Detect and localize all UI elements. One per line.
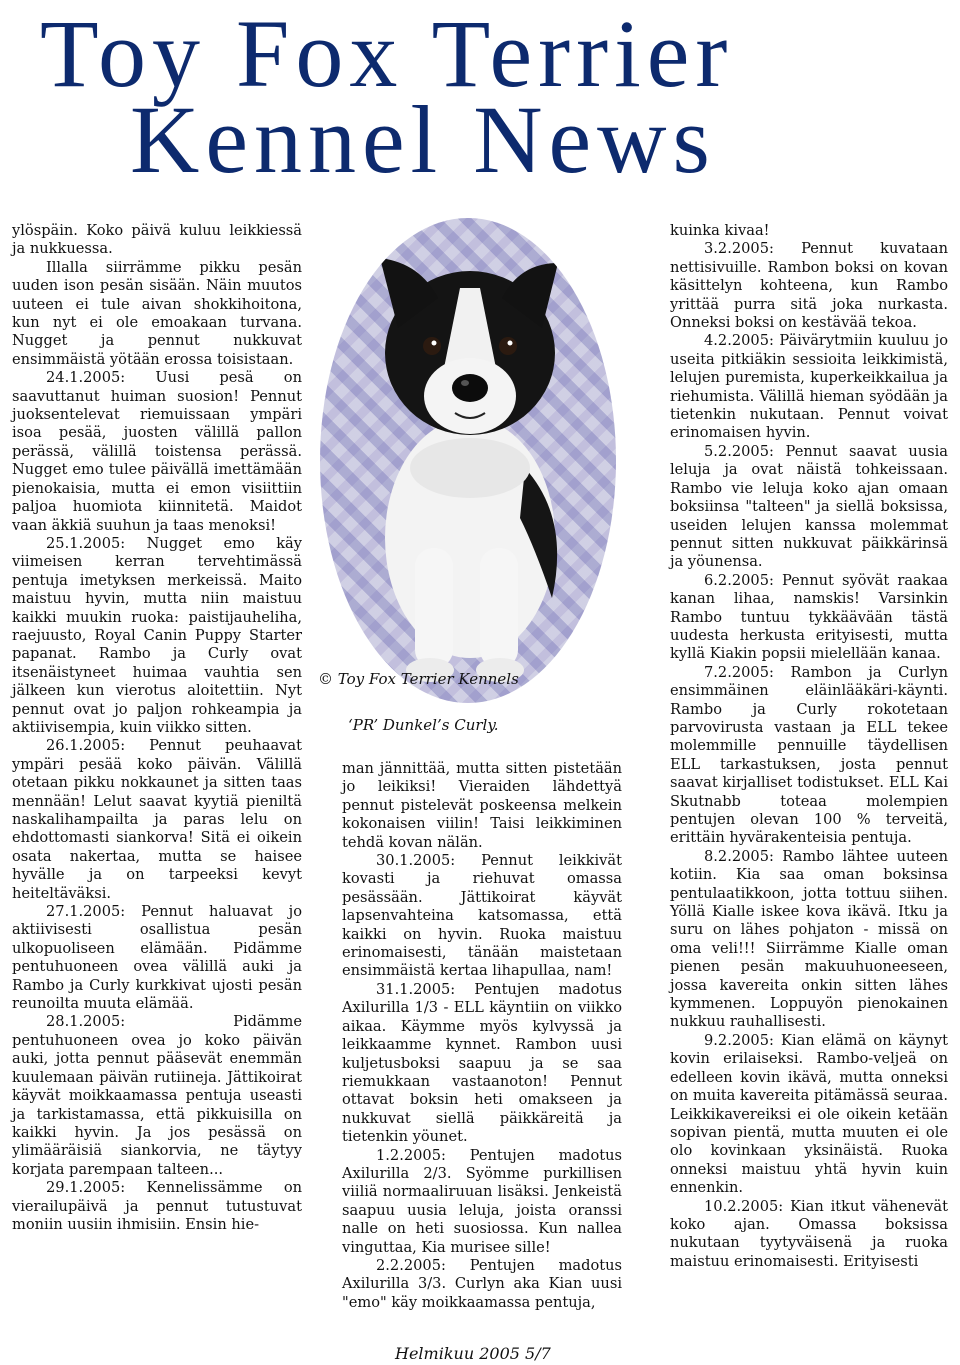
paragraph: 4.2.2005: Päivärytmiin kuuluu jo useita pitkiäkin sessioita leikkimistä, lelujen puremista, kuperkeikkailua ja riehumista. Välillä hieman syödään ja tietenkin nukutaan. Pennut voivat erinomaisen hyvin. (670, 332, 948, 442)
paragraph: 7.2.2005: Rambon ja Curlyn ensimmäinen eläinlääkäri-käynti. Rambo ja Curly rokotetaan parvovirusta vastaan ja ELL tekee molemmille pennuille täydellisen ELL tarkastuksen, josta pennut saavat kirjalliset todistukset. ELL Kai Skutnabb toteaa molempien pentujen olevan 100 % terveitä, erittäin hyvärakenteisia pentuja. (670, 663, 948, 847)
paragraph: 29.1.2005: Kennelissämme on vierailupäivä ja pennut tutustuvat moniin uusiin ihmisiin. Ensin hie- (12, 1179, 302, 1233)
paragraph: 5.2.2005: Pennut saavat uusia leluja ja ovat näistä tohkeissaan. Rambo vie leluja koko ajan omaan boksiinsa "talteen" ja siellä boksissa, useiden lelujen kanssa molemmat pennut sitten nukkuvat päikkärinsä ja yöunensa. (670, 442, 948, 571)
article-column-3 (670, 222, 948, 1271)
paragraph: 2.2.2005: Pentujen madotus Axilurilla 3/3. Curlyn aka Kian uusi "emo" käy moikkaamassa pentuja, (342, 1256, 622, 1311)
puppy-photo (300, 218, 640, 708)
paragraph: man jännittää, mutta sitten pistetään jo leikiksi! Vieraiden lähdettyä pennut pistelevät poskeensa melkein kokonaisen viilin! Taisi leikkiminen tehdä kovan nälän. (342, 760, 622, 851)
paragraph: 27.1.2005: Pennut haluavat jo aktiivisesti osallistua pesän ulkopuoliseen elämään. Pidämme pentuhuoneen ovea välillä auki ja Rambo ja Curly kurkkivat ujosti pesän reunoilta muuta elämää. (12, 903, 302, 1013)
masthead-title-line2: Kennel News (130, 86, 716, 193)
page-footer: Helmikuu 2005 5/7 (395, 1344, 551, 1363)
paragraph: 1.2.2005: Pentujen madotus Axilurilla 2/3. Syömme purkillisen viiliä normaaliruuan lisäksi. Jenkeistä saapuu uusia leluja, joista oranssi nalle on heti suosiossa. Kun nallea vinguttaa, Kia murisee sille! (342, 1146, 622, 1256)
paragraph: 10.2.2005: Kian itkut vähenevät koko ajan. Omassa boksissa nukutaan tyytyväisenä ja ruoka maistuu erinomaisesti. Erityisesti (670, 1197, 948, 1270)
paragraph: 30.1.2005: Pennut leikkivät kovasti ja riehuvat omassa pesässään. Jättikoirat käyvät lapsenvahteina katsomassa, että kaikki on hyvin. Ruoka maistuu erinomaisesti, tänään maistetaan ensimmäistä kertaa lihapullaa, nam! (342, 852, 622, 980)
paragraph: Illalla siirrämme pikku pesän uuden ison pesän sisään. Näin muutos uuteen ei tule aivan shokkihoitona, kun nyt ei ole emoakaan turvana. Nugget ja pennut nukkuvat ensimmäistä yötään erossa toisistaan. (12, 258, 302, 368)
paragraph: 26.1.2005: Pennut peuhaavat ympäri pesää koko päivän. Välillä otetaan pikku nokkaunet ja sitten taas mennään! Lelut saavat kyytiä pieniltä naskalihampailta ja paras lelu on ehdottomasti siankorva! Sitä ei oikein osata nakertaa, mutta se haisee hyvälle ja on tarpeeksi kevyt heiteltäväksi. (12, 737, 302, 902)
paragraph: kuinka kivaa! (670, 222, 770, 239)
paragraph: 28.1.2005: Pidämme pentuhuoneen ovea jo koko päivän auki, jotta pennut pääsevät enemmän kuulemaan päivän rutiineja. Jättikoirat käyvät moikkaamassa pentuja useasti ja tarkistamassa, että pikkuisilla on kaikki hyvin. Ja jos pesässä on ylimääräisiä siankorvia, ne täytyy korjata parempaan talteen... (12, 1013, 302, 1178)
article-column-1 (12, 222, 302, 1234)
paragraph: 6.2.2005: Pennut syövät raakaa kanan lihaa, namskis! Varsinkin Rambo tuntuu tykkäävään tästä uudesta herkusta erityisesti, mutta kyllä Kiakin popsii mielellään kanaa. (670, 571, 948, 663)
paragraph: 24.1.2005: Uusi pesä on saavuttanut huiman suosion! Pennut juoksentelevat riemuissaan ympäri isoa pesää, juosten välillä pallon perässä, välillä toistensa perässä. Nugget emo tulee päivällä imettämään pienokaisia, mutta ei emon visiittiin paljoa huomiota kiinnitetä. Maidot vaan äkkiä suuhun ja taas menoksi! (12, 369, 302, 534)
paragraph: 8.2.2005: Rambo lähtee uuteen kotiin. Kia saa oman boksinsa pentulaatikkoon, jotta tottuu siihen. Yöllä Kialle iskee kova ikävä. Itku ja suru on lähes pohjaton - missä on oma veli!!! Siirrämme Kialle oman pienen pesän makuuhuoneeseen, jossa kavereita onkin sitten lähes kymmenen. Loppuyön pienokainen nukkuu rauhallisesti. (670, 847, 948, 1031)
photo-watermark (318, 670, 558, 688)
paragraph: 31.1.2005: Pentujen madotus Axilurilla 1/3 - ELL käyntiin on viikko aikaa. Käymme myös kylvyssä ja leikkaamme kynnet. Rambon uusi kuljetusboksi saapuu ja se saa riemukkaan vastaanoton! Pennut ottavat boksin heti omakseen ja nukkuvat siellä päikkäreitä ja tietenkin yöunet. (342, 980, 622, 1146)
paragraph: 25.1.2005: Nugget emo käy viimeisen kerran tervehtimässä pentuja imetyksen merkeissä. Maito maistuu hyvin, mutta niin maistuu kaikki muukin ruoka: paistijauheliha, raejuusto, Royal Canin Puppy Starter papanat. Rambo ja Curly ovat itsenäistyneet huimaa vauhtia sen jälkeen kun vierotus aloitettiin. Nyt pennut ovat jo paljon rohkeampia ja aktiivisempia, kuin viikko sitten. (12, 534, 302, 736)
masthead-title-line1: Toy Fox Terrier (40, 0, 734, 107)
watermark-text: © Toy Fox Terrier Kennels (318, 670, 519, 688)
paragraph: ylöspäin. Koko päivä kuluu leikkiessä ja nukkuessa. (12, 222, 302, 258)
article-column-2 (342, 760, 622, 1312)
paragraph: 3.2.2005: Pennut kuvataan nettisivuille. Rambon boksi on kovan käsittelyn kohteena, kun Rambo yrittää purra sitä joka nurkasta. Onneksi boksi on kestävää tekoa. (670, 240, 948, 332)
photo-oval-frame (320, 218, 616, 703)
paragraph: 9.2.2005: Kian elämä on käynyt kovin erilaiseksi. Rambo-veljeä on edelleen kovin ikävä, mutta onneksi on muita kavereita pitämässä seuraa. Leikkikavereiksi ei ole oikein ketään sopivan pientä, mutta muuten ei ole olo kovinkaan yksinäistä. Ruoka onneksi maistuu yhtä hyvin kuin ennenkin. (670, 1031, 948, 1197)
puppy-illustration (320, 218, 616, 703)
photo-caption: ‘PR’ Dunkel’s Curly. (348, 716, 499, 734)
